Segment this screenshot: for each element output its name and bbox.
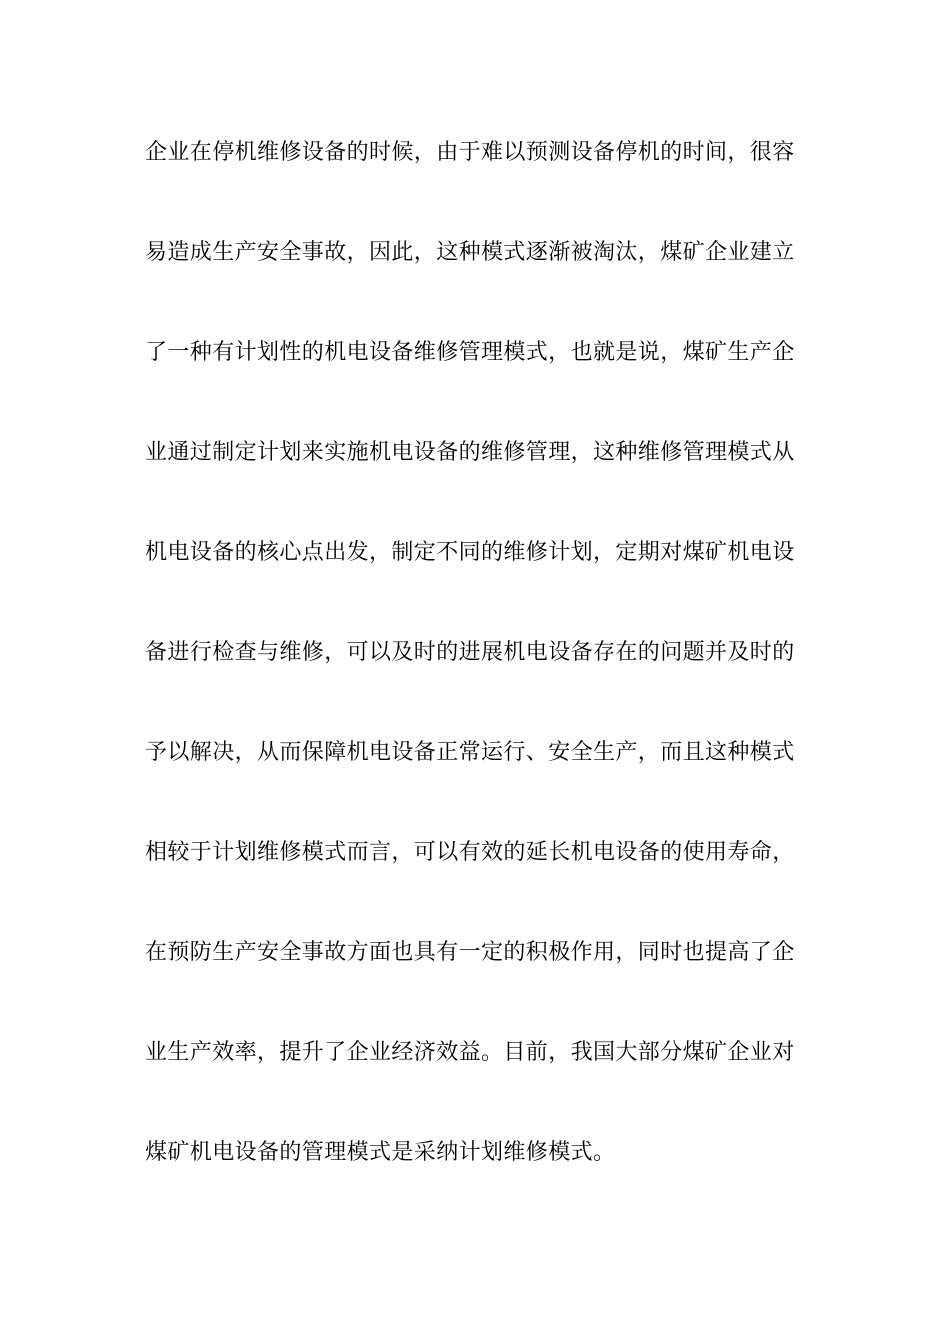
paragraph-line-8: 相较于计划维修模式而言，可以有效的延长机电设备的使用寿命， — [145, 840, 795, 865]
paragraph-line-7: 予以解决，从而保障机电设备正常运行、安全生产，而且这种模式 — [145, 740, 795, 765]
paragraph-line-9: 在预防生产安全事故方面也具有一定的积极作用，同时也提高了企 — [145, 940, 795, 965]
paragraph-line-1: 企业在停机维修设备的时候，由于难以预测设备停机的时间，很容 — [145, 140, 795, 165]
paragraph-line-10: 业生产效率，提升了企业经济效益。目前，我国大部分煤矿企业对 — [145, 1040, 795, 1065]
body-paragraph — [145, 128, 810, 1228]
paragraph-line-11: 煤矿机电设备的管理模式是采纳计划维修模式。 — [145, 1140, 616, 1165]
paragraph-line-3: 了一种有计划性的机电设备维修管理模式，也就是说，煤矿生产企 — [145, 340, 795, 365]
paragraph-line-2: 易造成生产安全事故，因此，这种模式逐渐被淘汰，煤矿企业建立 — [145, 240, 795, 265]
paragraph-line-5: 机电设备的核心点出发，制定不同的维修计划，定期对煤矿机电设 — [145, 540, 795, 565]
paragraph-line-6: 备进行检查与维修，可以及时的进展机电设备存在的问题并及时的 — [145, 640, 795, 665]
paragraph-line-4: 业通过制定计划来实施机电设备的维修管理，这种维修管理模式从 — [145, 440, 795, 465]
